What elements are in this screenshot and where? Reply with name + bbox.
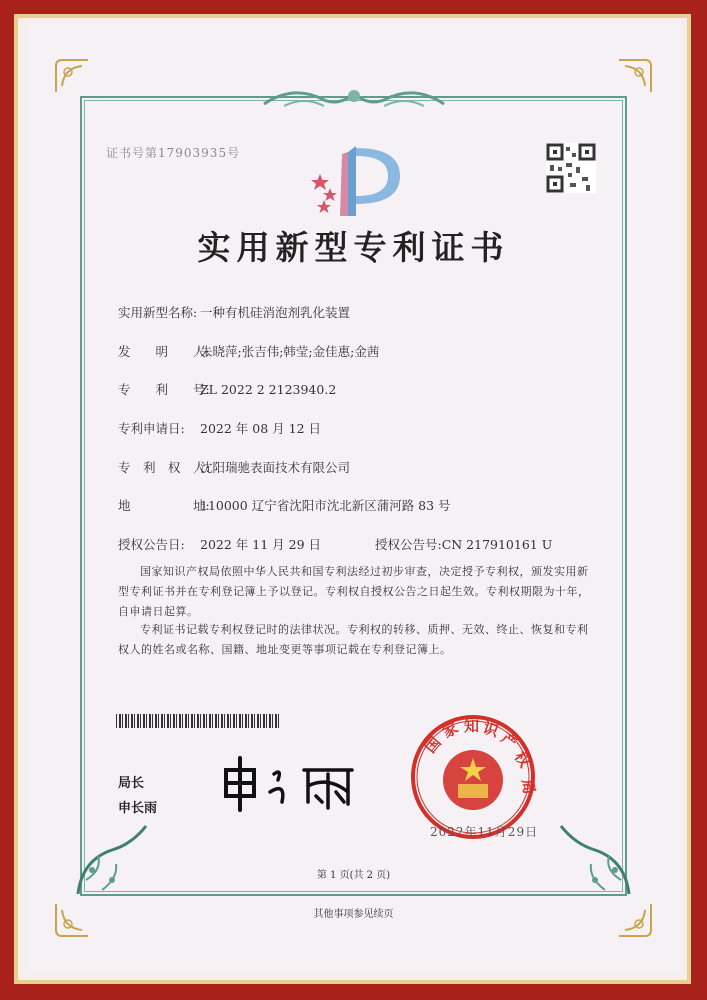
svg-text:局: 局	[518, 777, 539, 796]
director-name: 申长雨	[118, 801, 158, 816]
grant-number-value: CN 217910161 U	[441, 537, 553, 552]
corner-ornament-icon	[615, 56, 655, 96]
svg-text:识: 识	[480, 718, 501, 741]
field-value: 110000 辽宁省沈阳市沈北新区蒲河路 83 号	[200, 498, 451, 513]
grant-date-value: 2022 年 11 月 29 日	[200, 537, 321, 552]
seal-date: 2022年11月29日	[430, 825, 539, 839]
field-utility-model-name	[118, 303, 350, 321]
grant-date-label: 授权公告日:	[118, 537, 185, 552]
certificate-number: 证书号第17903935号	[106, 146, 241, 160]
field-label: 实用新型名称:	[118, 305, 198, 320]
handwritten-signature-icon	[212, 752, 362, 816]
svg-text:国: 国	[421, 733, 445, 757]
field-label: 发 明 人:	[118, 344, 210, 359]
field-label: 专利申请日:	[118, 421, 185, 436]
bottom-right-ornament-icon	[555, 820, 635, 900]
field-label: 专 利 权 人:	[118, 460, 210, 475]
field-address	[118, 496, 451, 514]
svg-text:权: 权	[510, 748, 535, 771]
svg-text:产: 产	[497, 728, 521, 753]
field-value: 2022 年 08 月 12 日	[200, 421, 321, 436]
continuation-note: 其他事项参见续页	[313, 909, 394, 920]
field-value: 一种有机硅消泡剂乳化装置	[200, 305, 351, 320]
official-seal-icon	[410, 714, 539, 840]
barcode-icon	[116, 714, 280, 728]
patent-logo-icon	[300, 142, 410, 220]
legal-status-paragraph: 专利证书记载专利权登记时的法律状况。专利权的转移、质押、无效、终止、恢复和专利权人的姓名或名称、国籍、地址变更等事项记载在专利登记簿上。	[118, 623, 589, 656]
field-value: 朱晓萍;张吉伟;韩莹;金佳惠;金茜	[200, 344, 380, 359]
bottom-left-ornament-icon	[72, 820, 152, 900]
field-grant	[118, 535, 552, 553]
field-label: 专 利 号:	[118, 382, 210, 397]
field-inventors	[118, 342, 379, 360]
page-indicator: 第 1 页(共 2 页)	[316, 870, 391, 881]
grant-number-label: 授权公告号:	[374, 537, 442, 552]
field-patent-number	[118, 380, 336, 398]
field-application-date	[118, 419, 321, 437]
field-patentee	[118, 458, 350, 476]
svg-text:知: 知	[464, 717, 480, 735]
page-title: 实用新型专利证书	[197, 228, 510, 267]
corner-ornament-icon	[52, 56, 92, 96]
field-label: 地 址:	[118, 498, 210, 513]
qr-code-icon	[546, 143, 596, 193]
field-value: 沈阳瑞驰表面技术有限公司	[200, 460, 351, 475]
top-ornament-icon	[254, 84, 454, 112]
field-value: ZL 2022 2 2123940.2	[200, 382, 337, 397]
director-title: 局长	[118, 776, 145, 791]
grant-paragraph: 国家知识产权局依照中华人民共和国专利法经过初步审查，决定授予专利权，颁发实用新型专利证书并在专利登记簿上予以登记。专利权自授权公告之日起生效。专利权期限为十年，自申请日起算。	[118, 565, 590, 618]
svg-text:家: 家	[439, 718, 462, 742]
